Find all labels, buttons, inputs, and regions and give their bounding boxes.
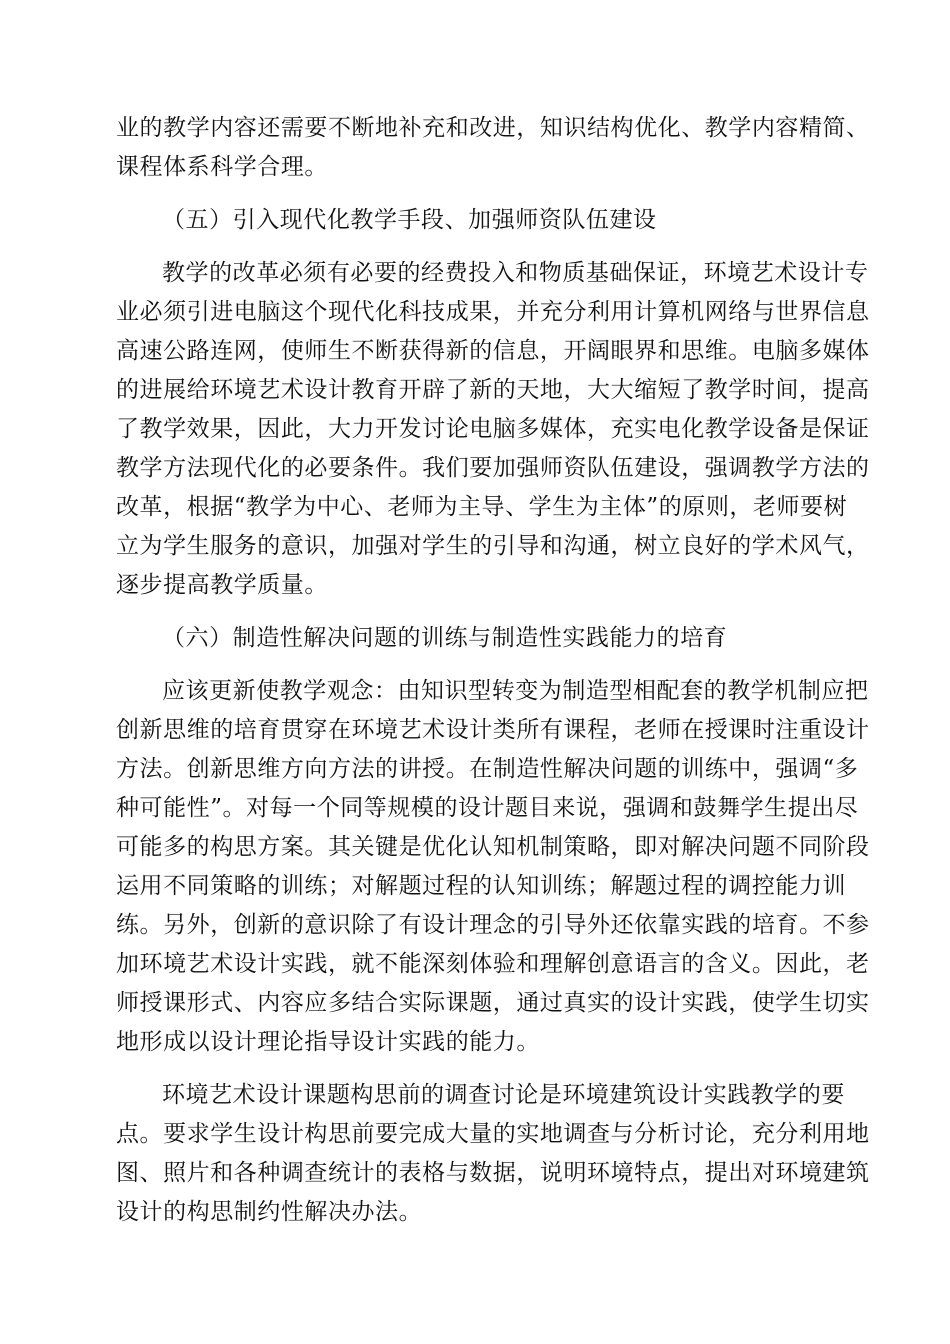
body-text-line: 师授课形式、内容应多结合实际课题，通过真实的设计实践，使学生切实 [116, 990, 870, 1016]
body-text-line: 环境艺术设计课题构思前的调查讨论是环境建筑设计实践教学的要 [162, 1082, 845, 1108]
body-text-line: 教学方法现代化的必要条件。我们要加强师资队伍建设，强调教学方法的 [116, 455, 870, 481]
body-text-line: 业的教学内容还需要不断地补充和改进，知识结构优化、教学内容精简、 [116, 115, 870, 141]
section-heading: （六）制造性解决问题的训练与制造性实践能力的培育 [162, 625, 728, 651]
body-text-line: 业必须引进电脑这个现代化科技成果，并充分利用计算机网络与世界信息 [116, 299, 870, 325]
body-text-line: 图、照片和各种调查统计的表格与数据，说明环境特点，提出对环境建筑 [116, 1160, 870, 1186]
body-text-line: 点。要求学生设计构思前要完成大量的实地调查与分析讨论，充分利用地 [116, 1121, 870, 1147]
body-text-line: 的进展给环境艺术设计教育开辟了新的天地，大大缩短了教学时间，提高 [116, 377, 870, 403]
body-text-line: 创新思维的培育贯穿在环境艺术设计类所有课程，老师在授课时注重设计 [116, 717, 870, 743]
body-text-line: 改革，根据“教学为中心、老师为主导、学生为主体”的原则，老师要树 [116, 494, 848, 520]
body-text-line: 应该更新使教学观念：由知识型转变为制造型相配套的教学机制应把 [162, 678, 869, 704]
body-text-line: 逐步提高教学质量。 [116, 572, 328, 598]
section-heading: （五）引入现代化教学手段、加强师资队伍建设 [162, 207, 657, 233]
body-text-line: 高速公路连网，使师生不断获得新的信息，开阔眼界和思维。电脑多媒体 [116, 338, 870, 364]
body-text-line: 立为学生服务的意识，加强对学生的引导和沟通，树立良好的学术风气， [116, 533, 870, 559]
body-text-line: 课程体系科学合理。 [116, 154, 328, 180]
body-text-line: 设计的构思制约性解决办法。 [116, 1199, 423, 1225]
body-text-line: 加环境艺术设计实践，就不能深刻体验和理解创意语言的含义。因此，老 [116, 951, 870, 977]
body-text-line: 可能多的构思方案。其关键是优化认知机制策略，即对解决问题不同阶段 [116, 834, 870, 860]
body-text-line: 练。另外，创新的意识除了有设计理念的引导外还依靠实践的培育。不参 [116, 912, 870, 938]
body-text-line: 运用不同策略的训练；对解题过程的认知训练；解题过程的调控能力训 [116, 873, 847, 899]
body-text-line: 教学的改革必须有必要的经费投入和物质基础保证，环境艺术设计专 [162, 260, 869, 286]
body-text-line: 种可能性”。对每一个同等规模的设计题目来说，强调和鼓舞学生提出尽 [116, 795, 859, 821]
body-text-line: 地形成以设计理论指导设计实践的能力。 [116, 1029, 540, 1055]
body-text-line: 了教学效果，因此，大力开发讨论电脑多媒体，充实电化教学设备是保证 [116, 416, 870, 442]
body-text-line: 方法。创新思维方向方法的讲授。在制造性解决问题的训练中，强调“多 [116, 756, 859, 782]
